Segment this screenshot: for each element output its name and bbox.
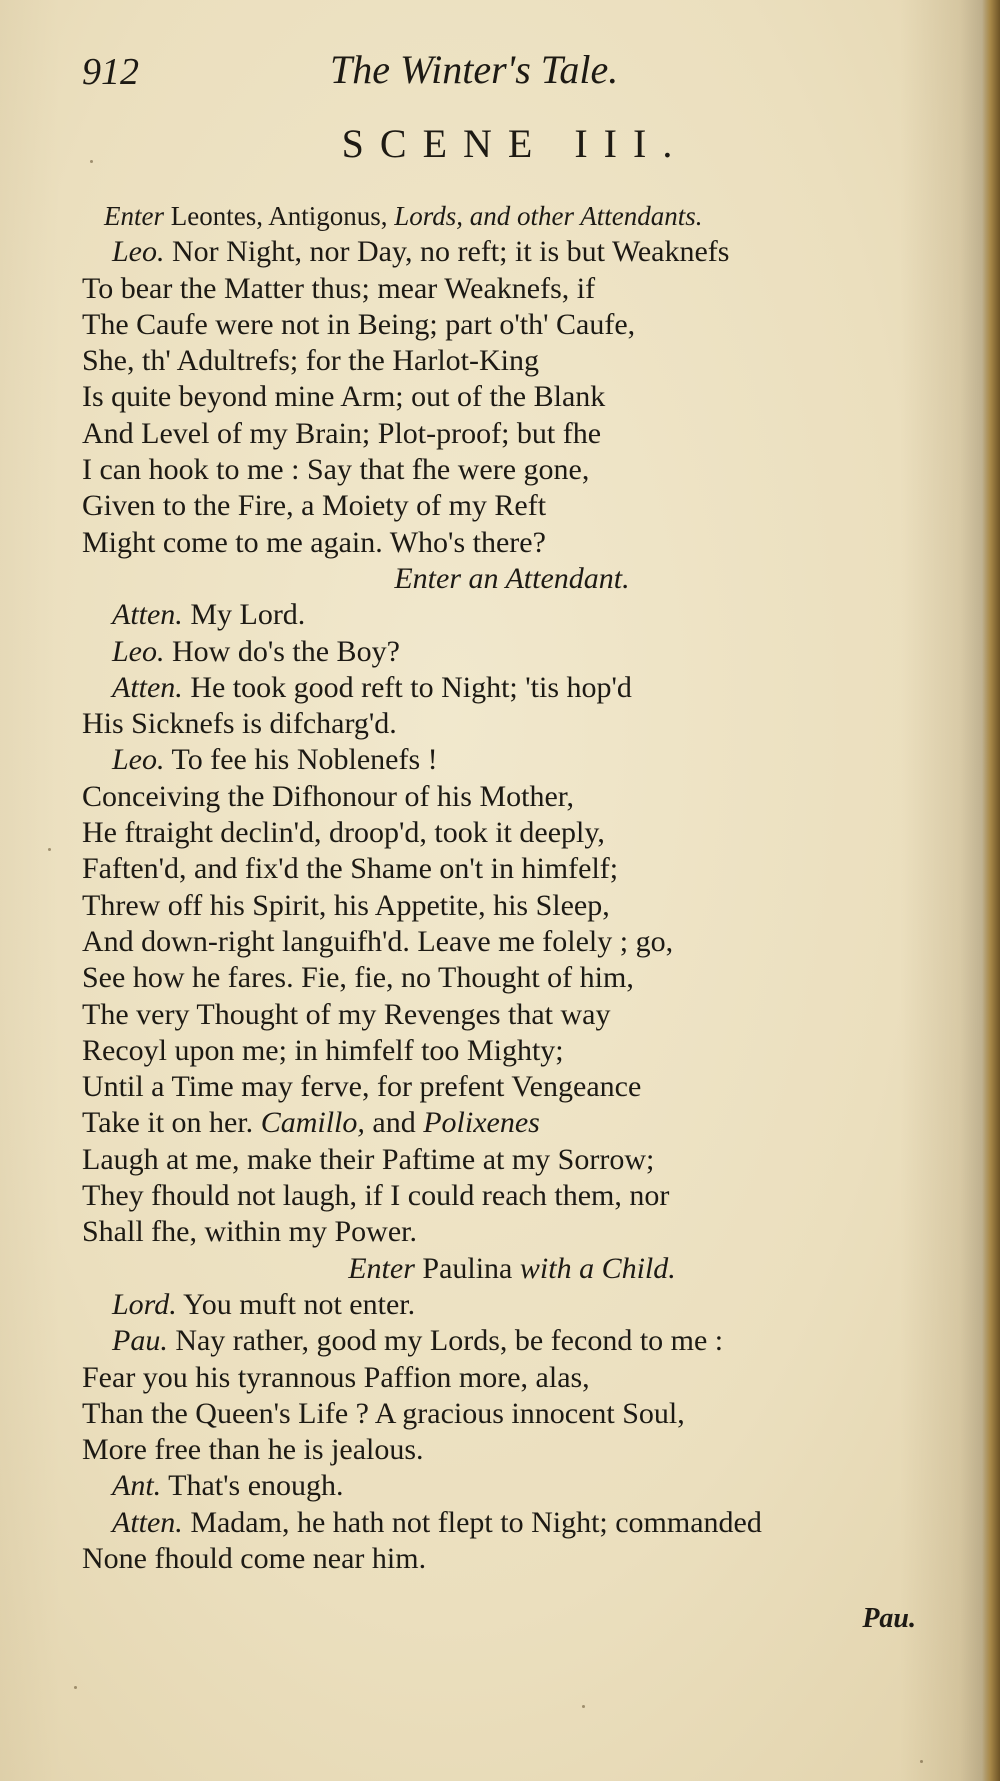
verse-line xyxy=(82,1033,942,1069)
speech-line xyxy=(82,234,942,270)
verse-line xyxy=(82,488,942,524)
line-text: The very Thought of my Revenges that way xyxy=(82,997,611,1031)
line-text: Laugh at me, make their Paftime at my Sorrow; xyxy=(82,1142,655,1176)
line-text: They fhould not laugh, if I could reach them, nor xyxy=(82,1179,670,1213)
line-text: Might come to me again. Who's there? xyxy=(82,525,546,559)
verse-line xyxy=(82,1360,942,1396)
line-text: Until a Time may ferve, for prefent Vengeance xyxy=(82,1070,642,1104)
verse-line xyxy=(82,706,942,742)
running-header xyxy=(0,40,1000,100)
verse-line xyxy=(82,851,942,887)
verse-line xyxy=(82,815,942,851)
line-text: Nay rather, good my Lords, be fecond to me : xyxy=(175,1324,724,1358)
paper-speck xyxy=(74,1686,77,1689)
verse-line xyxy=(82,307,942,343)
verse-line xyxy=(82,960,942,996)
stage-direction-part: Enter xyxy=(348,1251,415,1285)
speaker-name: Pau. xyxy=(112,1324,168,1358)
line-text: He took good reft to Night; 'tis hop'd xyxy=(190,670,632,704)
line-text: He ftraight declin'd, droop'd, took it deeply, xyxy=(82,816,605,850)
stage-names: Leontes, Antigonus, xyxy=(170,201,388,231)
verse-part: Polixenes xyxy=(423,1106,540,1140)
speaker-name: Ant. xyxy=(112,1469,162,1503)
line-text: And down-right languifh'd. Leave me folely ; go, xyxy=(82,924,674,958)
speaker-name: Atten. xyxy=(112,598,183,632)
speech-line xyxy=(82,1505,942,1541)
verse-line xyxy=(82,924,942,960)
verse-line xyxy=(82,779,942,815)
line-text: Is quite beyond mine Arm; out of the Blank xyxy=(82,380,606,414)
verse-line xyxy=(82,888,942,924)
line-text: Conceiving the Difhonour of his Mother, xyxy=(82,779,575,813)
verse-line xyxy=(82,1214,942,1250)
stage-direction-text: Enter an Attendant. xyxy=(394,561,630,595)
speech-line xyxy=(82,597,942,633)
line-text: Threw off his Spirit, his Appetite, his Sleep, xyxy=(82,888,610,922)
line-text: His Sicknefs is difcharg'd. xyxy=(82,707,397,741)
speaker-name: Lord. xyxy=(112,1287,177,1321)
line-text: To bear the Matter thus; mear Weaknefs, if xyxy=(82,271,596,305)
line-text: Faften'd, and fix'd the Shame on't in himfelf; xyxy=(82,852,619,886)
verse-line xyxy=(82,271,942,307)
catchword: Pau. xyxy=(862,1603,916,1634)
line-text: You muft not enter. xyxy=(183,1287,416,1321)
line-text: Recoyl upon me; in himfelf too Mighty; xyxy=(82,1033,564,1067)
verse-line xyxy=(82,1105,942,1141)
paper-speck xyxy=(582,1705,585,1708)
speech-line xyxy=(82,1323,942,1359)
speech-line xyxy=(82,670,942,706)
speech-line xyxy=(82,742,942,778)
speech-line xyxy=(82,1468,942,1504)
line-text: My Lord. xyxy=(190,598,306,632)
speaker-name: Atten. xyxy=(112,670,183,704)
verse-part: Camillo, xyxy=(260,1106,365,1140)
line-text: Shall fhe, within my Power. xyxy=(82,1215,417,1249)
running-title: The Winter's Tale. xyxy=(330,47,619,92)
line-text: I can hook to me : Say that fhe were gone, xyxy=(82,453,590,487)
line-text: Fear you his tyrannous Paffion more, alas, xyxy=(82,1360,590,1394)
line-text: How do's the Boy? xyxy=(172,634,400,668)
line-text: That's enough. xyxy=(168,1469,344,1503)
paper-speck xyxy=(48,848,51,851)
speaker-name: Leo. xyxy=(112,634,165,668)
line-text: Given to the Fire, a Moiety of my Reft xyxy=(82,489,547,523)
speaker-name: Atten. xyxy=(112,1505,183,1539)
verse-line xyxy=(82,1396,942,1432)
verse-line xyxy=(82,1178,942,1214)
verse-line xyxy=(82,525,942,561)
speech-line xyxy=(82,634,942,670)
verse-line xyxy=(82,452,942,488)
verse-line xyxy=(82,1541,942,1577)
line-text: The Caufe were not in Being; part o'th' Caufe, xyxy=(82,307,636,341)
play-text xyxy=(82,198,942,1577)
verse-line xyxy=(82,343,942,379)
scene-heading: SCENE III. xyxy=(341,121,689,166)
stage-enter: Enter xyxy=(104,201,164,231)
stage-direction-part: with a Child. xyxy=(519,1251,676,1285)
verse-line xyxy=(82,997,942,1033)
stage-direction-entrance xyxy=(82,198,942,234)
stage-direction xyxy=(82,561,942,597)
verse-part: and xyxy=(364,1106,424,1140)
speaker-name: Leo. xyxy=(112,235,165,269)
verse-line xyxy=(82,1142,942,1178)
paper-speck xyxy=(90,160,93,163)
stage-lords: Lords, xyxy=(394,201,464,231)
verse-part: Take it on her. xyxy=(82,1106,261,1140)
line-text: Than the Queen's Life ? A gracious innocent Soul, xyxy=(82,1396,685,1430)
stage-direction-part: Paulina xyxy=(414,1251,520,1285)
verse-line xyxy=(82,1432,942,1468)
page-number: 912 xyxy=(82,51,139,93)
line-text: And Level of my Brain; Plot-proof; but fhe xyxy=(82,416,602,450)
line-text: See how he fares. Fie, fie, no Thought of him, xyxy=(82,961,634,995)
line-text: More free than he is jealous. xyxy=(82,1433,424,1467)
verse-line xyxy=(82,379,942,415)
verse-line xyxy=(82,416,942,452)
speech-line xyxy=(82,1287,942,1323)
line-text: None fhould come near him. xyxy=(82,1541,427,1575)
stage-rest: and other Attendants. xyxy=(469,201,703,231)
verse-line xyxy=(82,1069,942,1105)
line-text: She, th' Adultrefs; for the Harlot-King xyxy=(82,344,539,378)
speaker-name: Leo. xyxy=(112,743,165,777)
line-text: To fee his Noblenefs ! xyxy=(171,743,438,777)
page-edge-shadow xyxy=(982,0,1000,1781)
line-text: Madam, he hath not flept to Night; commanded xyxy=(190,1505,762,1539)
line-text: Nor Night, nor Day, no reft; it is but Weaknefs xyxy=(172,235,730,269)
stage-direction xyxy=(82,1251,942,1287)
paper-speck xyxy=(920,1760,923,1763)
